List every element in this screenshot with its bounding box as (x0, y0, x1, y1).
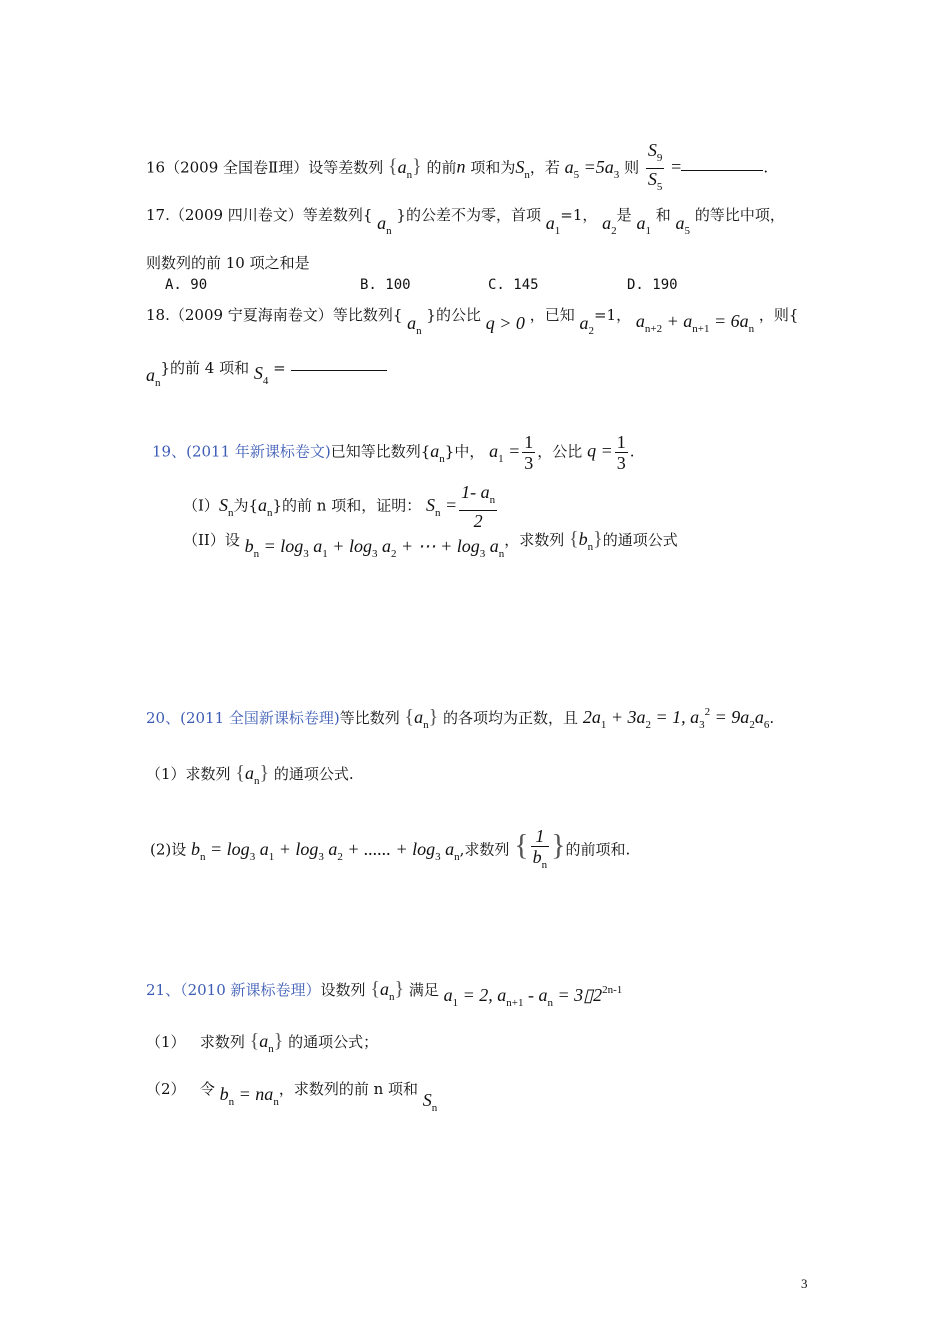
text: 则数列的前 10 项之和是 (146, 254, 310, 272)
math-a2: $a_2$ (579, 313, 594, 337)
math-a1: $a_1$ (636, 213, 651, 237)
problem-21-part-2 (146, 1078, 438, 1114)
answer-blank (291, 370, 387, 371)
text: 的通项公式 (602, 531, 678, 549)
problem-source: （2010 新课标卷理） (180, 981, 321, 999)
math-q-positive: q > 0 (485, 313, 525, 333)
math-recurrence: $a_1 = 2$, $a_{n+1} - a_n$ = $3▯2^{2n-1}$ (443, 984, 623, 1009)
brace-left: { (388, 155, 398, 178)
option-a: A. 90 (165, 277, 208, 293)
page-number: 3 (801, 1276, 808, 1291)
period: . (629, 442, 635, 461)
text: 的通项公式. (273, 765, 354, 783)
problem-18 (146, 304, 799, 337)
part-label: （I） (183, 496, 219, 515)
text: 的前 (426, 158, 457, 177)
math-n: n (456, 156, 466, 177)
text: }的公比 (426, 306, 481, 324)
text: =1， (560, 206, 598, 224)
brace-left: { (404, 706, 415, 728)
text: 为{ (233, 496, 258, 515)
math-a5: $a_5$ (675, 213, 691, 237)
text: 等差数列{ (302, 206, 373, 224)
option-d: D. 190 (627, 277, 678, 293)
brace-left: { (569, 528, 579, 550)
brace-left: { (370, 978, 380, 1000)
fraction-sn-formula: $\frac{1- a_n}{2}$ (461, 482, 496, 531)
problem-source: 18.（2009 宁夏海南卷文） (146, 306, 333, 324)
math-an: $a_n$ (414, 707, 429, 731)
text: 设数列 (320, 981, 366, 999)
math-sn: $S_n$ (515, 156, 530, 181)
period: . (763, 158, 769, 177)
problem-source: 17.（2009 四川卷文） (146, 206, 303, 224)
math-bn-log-sum: $b_n = \log_3 a_1 + \log_3 a_2$ + ⋯ + $\log_3 a_n$ (244, 536, 505, 560)
text: 已知等比数列{ (330, 442, 431, 461)
brace-right: } (551, 828, 566, 862)
math-bn: $b_n$ (578, 529, 594, 553)
fraction-one-third: $\frac{1}{3}$ (524, 432, 534, 473)
problem-number: 20、 (146, 709, 181, 727)
math-an: $a_n$ (257, 494, 273, 519)
problem-20 (146, 706, 774, 731)
problem-source: (2011 年新课标卷文) (186, 442, 331, 461)
text: ，求数列 (504, 531, 565, 549)
text: 项和为 (470, 158, 516, 177)
problem-17 (146, 204, 785, 237)
problem-source: (2011 全国新课标卷理) (180, 709, 340, 727)
problem-17-line2 (146, 252, 310, 273)
equals-sign: = (671, 156, 682, 177)
brace-right: } (259, 762, 270, 784)
math-an: $a_n$ (259, 1031, 274, 1055)
text: }中， (444, 442, 485, 461)
text: 满足 (408, 981, 439, 999)
math-q: q = (587, 440, 613, 461)
math-a1: $a_1$ (545, 213, 561, 237)
part-label: （2） (146, 1080, 186, 1098)
brace-left: { (249, 1030, 260, 1052)
part-label: （1） (146, 1033, 186, 1051)
math-an: $a_n$ (244, 763, 260, 787)
math-an: $a_n$ (430, 440, 445, 465)
option-c: C. 145 (488, 277, 539, 293)
part-label: （II）设 (183, 531, 240, 549)
math-bn-log-sum: $b_n = \log_3 a_1 + \log_3 a_2$ + ...... + $\log_3 a_n$ (191, 838, 460, 863)
brace-right: } (428, 706, 439, 728)
problem-number: 19、 (152, 442, 187, 461)
math-sn: $S_n$ = (426, 494, 458, 519)
fraction-one-third: $\frac{1}{3}$ (616, 432, 626, 473)
problem-source: （2009 全国卷Ⅱ理） (165, 158, 309, 177)
answer-blank (681, 170, 763, 171)
math-a1: $a_1$ = (489, 440, 521, 465)
text: 求数列 (199, 1033, 245, 1051)
text: ，求数列的前 n 项和 (278, 1080, 419, 1098)
math-bn-def: $b_n = na_n$ (219, 1084, 279, 1108)
text: ，若 (529, 158, 560, 177)
problem-18-line2 (146, 357, 387, 389)
math-a2: $a_2$ (602, 213, 617, 237)
text: 等比数列 (339, 709, 400, 727)
problem-19-part-1 (183, 482, 499, 531)
math-an: $a_n$ (377, 213, 392, 237)
text: 的前项和. (565, 840, 631, 859)
part-label: （1）求数列 (146, 765, 231, 783)
option-b: B. 100 (360, 277, 411, 293)
text: 令 (199, 1080, 215, 1098)
brace-left: { (235, 762, 245, 784)
math-condition: $a_5 =5a_3$ (564, 156, 620, 181)
problem-number: 16 (146, 158, 166, 177)
text: }的公差不为零，首项 (396, 206, 541, 224)
part-label: (2)设 (150, 840, 187, 859)
text: ,求数列 (459, 840, 510, 859)
text: 是 (616, 206, 632, 224)
text: 的等比中项， (694, 206, 785, 224)
text: 的通项公式； (288, 1033, 379, 1051)
text: 和 (655, 206, 671, 224)
problem-19-part-2 (183, 528, 678, 560)
math-sn: $S_n$ (218, 494, 234, 519)
equals-sign: = (268, 359, 291, 377)
math-condition: $2a_1 + 3a_2 = 1$, $a_3^2 = 9a_2a_6$ (582, 706, 770, 731)
fraction-s9-s5: $\frac{S_9}{S_5}$ (647, 140, 663, 193)
fraction-one-over-bn: $\frac{1}{b_n}$ (532, 826, 548, 871)
text: }的前 n 项和，证明： (272, 496, 422, 515)
problem-19 (152, 432, 635, 473)
problem-21-part-1 (146, 1030, 378, 1055)
brace-right: } (273, 1030, 284, 1052)
brace-left: { (514, 828, 529, 862)
problem-16 (146, 140, 768, 197)
text: 的各项均为正数，且 (443, 709, 579, 727)
text: }的前 4 项和 (160, 359, 250, 377)
text: ，已知 (529, 306, 575, 324)
math-s4: $S_4$ (253, 363, 269, 387)
math-an: $a_n$ (146, 365, 161, 389)
problem-20-part-1 (146, 762, 354, 787)
period: . (769, 709, 775, 727)
brace-right: } (394, 978, 405, 1000)
math-an: $a_n$ (379, 979, 395, 1003)
text: 等比数列{ (332, 306, 403, 324)
text: =1， (593, 306, 632, 324)
brace-right: } (593, 528, 603, 550)
math-sn: $S_n$ (422, 1090, 438, 1114)
problem-21 (146, 978, 623, 1009)
text: 则 (624, 158, 640, 177)
math-an: $a_n$ (397, 156, 413, 181)
text: ，则{ (758, 306, 799, 324)
problem-number: 21、 (146, 981, 181, 999)
text: ，公比 (537, 442, 583, 461)
math-an: $a_n$ (407, 313, 422, 337)
math-recurrence: $a_{n+2} + a_{n+1} = 6a_n$ (635, 311, 755, 335)
problem-20-part-2 (150, 826, 630, 875)
brace-right: } (412, 155, 422, 178)
text: 设等差数列 (308, 158, 384, 177)
